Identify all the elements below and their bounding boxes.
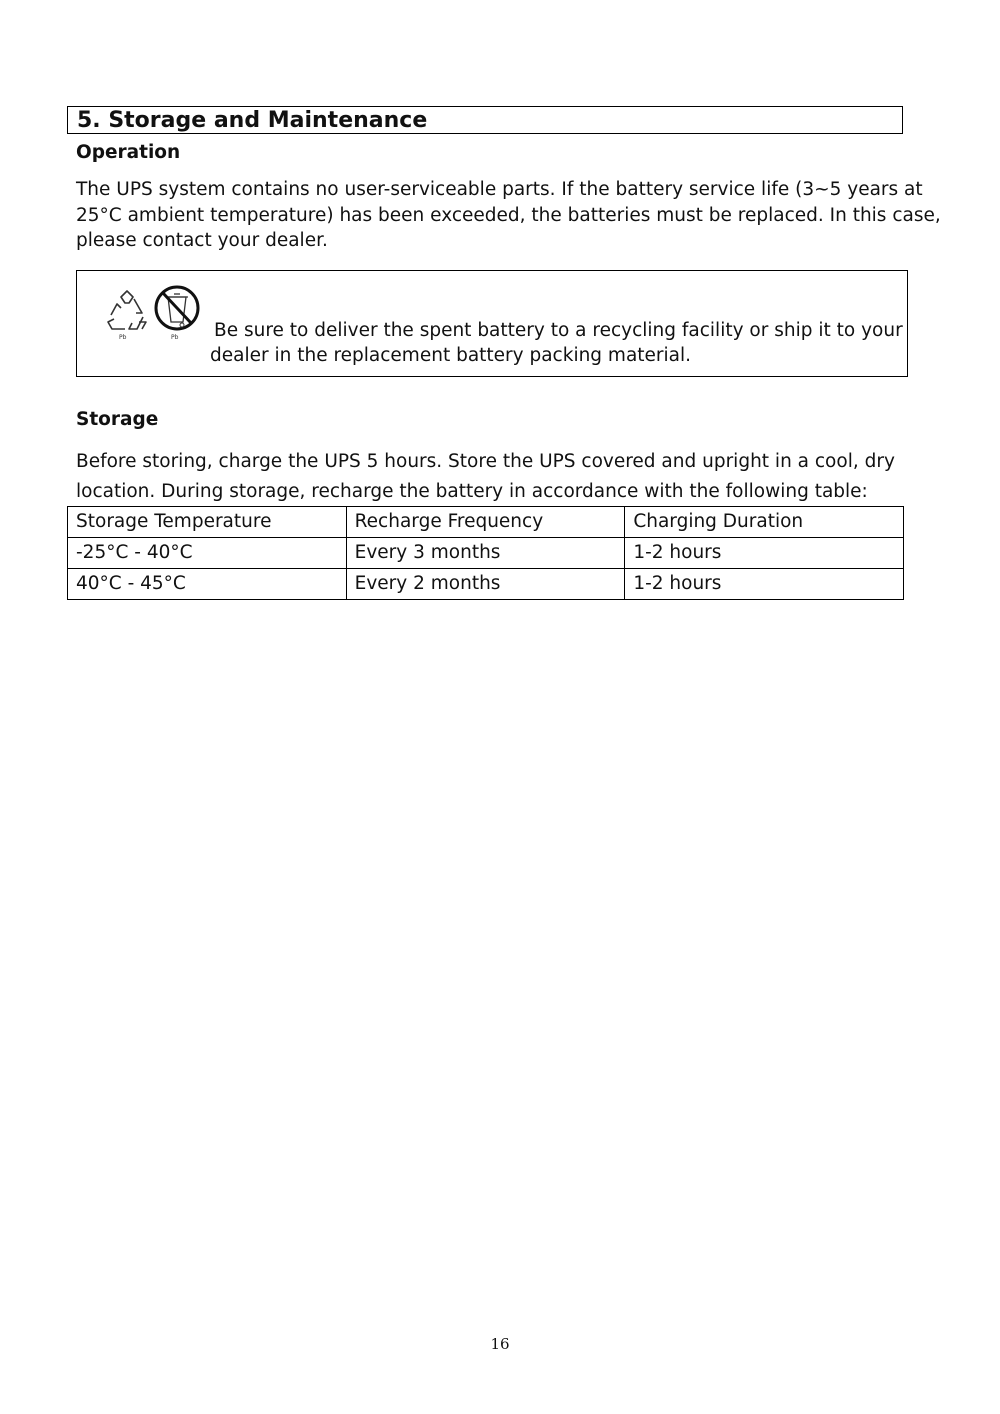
table-header-row: [68, 507, 904, 538]
notice-line: Be sure to deliver the spent battery to a recycling facility or ship it to your: [214, 320, 903, 341]
table-row: [68, 538, 904, 569]
recharge-schedule-table: [67, 506, 904, 600]
operation-paragraph: [76, 177, 941, 254]
storage-heading: Storage: [76, 409, 159, 430]
paragraph-line: 25°C ambient temperature) has been exceeded, the batteries must be replaced. In this case,: [76, 204, 941, 226]
notice-text: [210, 318, 903, 368]
table-cell: 1-2 hours: [625, 538, 904, 569]
section-title: 5. Storage and Maintenance: [67, 106, 903, 134]
no-trash-bin-icon: [153, 285, 203, 341]
table-cell: Every 2 months: [346, 569, 625, 600]
operation-heading: Operation: [76, 142, 181, 163]
storage-paragraph: [76, 447, 895, 507]
paragraph-line: Before storing, charge the UPS 5 hours. Store the UPS covered and upright in a cool, dry: [76, 451, 895, 472]
table-header-cell: Storage Temperature: [68, 507, 347, 538]
icon-label: Pb: [171, 334, 179, 341]
recycling-notice-box: [76, 270, 908, 377]
icon-label: Pb: [119, 334, 127, 341]
table-cell: 1-2 hours: [625, 569, 904, 600]
paragraph-line: please contact your dealer.: [76, 230, 328, 251]
table-header-cell: Charging Duration: [625, 507, 904, 538]
paragraph-line: location. During storage, recharge the battery in accordance with the following table:: [76, 481, 868, 502]
notice-line: dealer in the replacement battery packing material.: [210, 345, 692, 366]
table-cell: 40°C - 45°C: [68, 569, 347, 600]
page-number: 16: [490, 1335, 510, 1353]
recycle-icon: [104, 289, 150, 341]
table-row: [68, 569, 904, 600]
paragraph-line: The UPS system contains no user-serviceable parts. If the battery service life (3~5 years at: [76, 179, 923, 200]
table-header-cell: Recharge Frequency: [346, 507, 625, 538]
table-cell: -25°C - 40°C: [68, 538, 347, 569]
table-cell: Every 3 months: [346, 538, 625, 569]
